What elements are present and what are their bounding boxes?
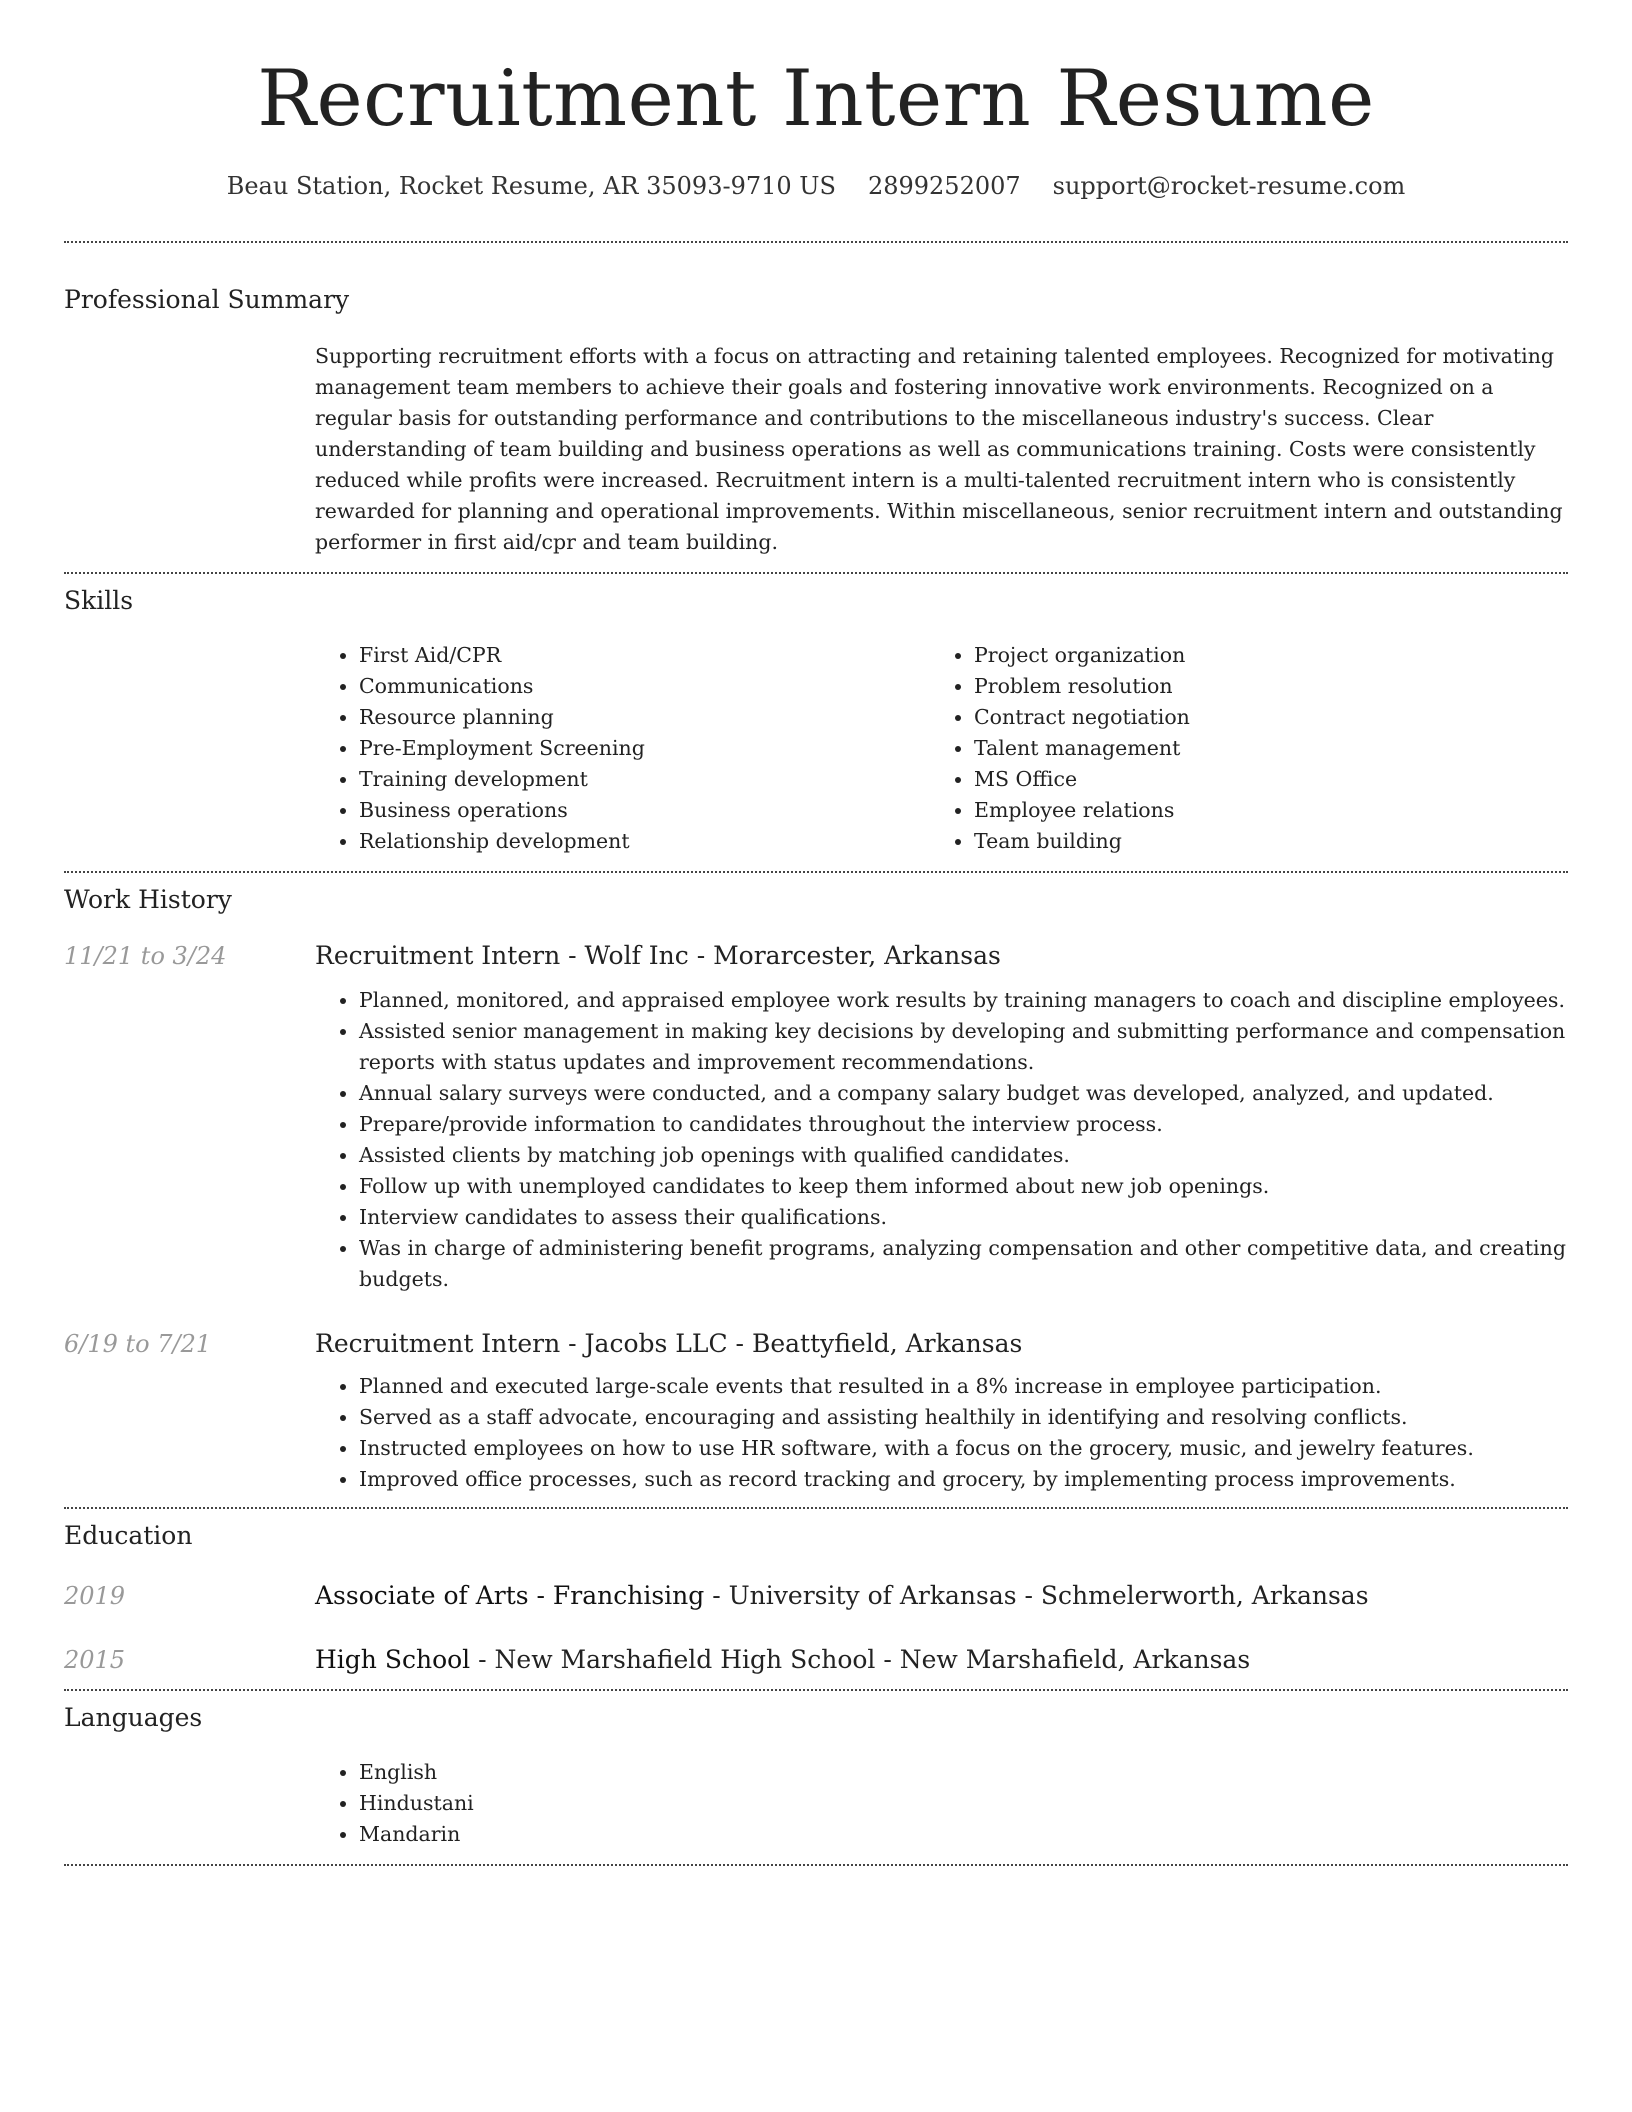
responsibility-item: • Was in charge of administering benefit programs, analyzing compensation and other competitive data, and creating budgets. <box>359 1233 1568 1295</box>
section-professional-summary <box>64 243 1568 572</box>
divider <box>64 1864 1568 1866</box>
resume-title: Recruitment Intern Resume <box>257 54 1375 144</box>
language-item: • English <box>359 1757 1568 1788</box>
section-heading: Professional Summary <box>64 284 350 314</box>
job-title: Recruitment Intern - Wolf Inc - Morarcester, Arkansas <box>315 940 1001 970</box>
education-school: - University of Arkansas - Schmelerworth, Arkansas <box>704 1580 1369 1610</box>
responsibility-item: • Annual salary surveys were conducted, and a company salary budget was developed, analyzed, and updated. <box>359 1078 1568 1109</box>
section-languages <box>64 1691 1568 1864</box>
skill-item: • Contract negotiation <box>974 702 1545 733</box>
education-year: 2015 <box>64 1645 126 1674</box>
job-entry <box>64 941 1568 1295</box>
skills-column-right <box>930 640 1545 857</box>
education-entry <box>64 1645 1568 1689</box>
skill-item: • Talent management <box>974 733 1545 764</box>
languages-content <box>315 1757 1568 1864</box>
skill-item: • MS Office <box>974 764 1545 795</box>
skill-item: • Employee relations <box>974 795 1545 826</box>
skill-item: • Communications <box>359 671 930 702</box>
responsibility-list <box>315 985 1568 1295</box>
responsibility-item: • Planned, monitored, and appraised employee work results by training managers to coach and discipline employees. <box>359 985 1568 1016</box>
job-responsibilities <box>315 1371 1568 1507</box>
section-skills <box>64 574 1568 871</box>
contact-address: Beau Station, Rocket Resume, AR 35093-9710 US <box>226 172 836 200</box>
job-responsibilities <box>315 985 1568 1295</box>
skill-item: • Training development <box>359 764 930 795</box>
summary-content <box>315 341 1568 572</box>
skills-column-left <box>315 640 930 857</box>
job-title: Recruitment Intern - Jacobs LLC - Beattyfield, Arkansas <box>315 1328 1023 1358</box>
languages-list <box>315 1757 1568 1850</box>
section-heading: Education <box>64 1520 193 1550</box>
job-dates: 6/19 to 7/21 <box>64 1329 212 1358</box>
education-degree: High School <box>315 1644 471 1674</box>
skill-item: • Problem resolution <box>974 671 1545 702</box>
language-item: • Mandarin <box>359 1819 1568 1850</box>
section-heading: Languages <box>64 1702 203 1732</box>
responsibility-item: • Assisted clients by matching job openings with qualified candidates. <box>359 1140 1568 1171</box>
education-school: - New Marshafield High School - New Marshafield, Arkansas <box>470 1644 1251 1674</box>
responsibility-item: • Served as a staff advocate, encouraging and assisting healthily in identifying and resolving conflicts. <box>359 1402 1568 1433</box>
skill-item: • Resource planning <box>359 702 930 733</box>
job-header <box>64 1329 1568 1359</box>
skill-item: • First Aid/CPR <box>359 640 930 671</box>
responsibility-item: • Planned and executed large-scale events that resulted in a 8% increase in employee participation. <box>359 1371 1568 1402</box>
education-details <box>315 1645 1250 1675</box>
education-entry <box>64 1581 1568 1611</box>
job-entry <box>64 1329 1568 1507</box>
contact-phone: 2899252007 <box>867 172 1021 200</box>
skills-grid <box>315 640 1568 871</box>
contact-line <box>64 172 1568 201</box>
education-degree: Associate of Arts - Franchising <box>315 1580 705 1610</box>
responsibility-item: • Improved office processes, such as record tracking and grocery, by implementing process improvements. <box>359 1464 1568 1495</box>
section-heading: Work History <box>64 884 232 914</box>
responsibility-item: • Interview candidates to assess their qualifications. <box>359 1202 1568 1233</box>
section-heading: Skills <box>64 585 134 615</box>
section-education <box>64 1509 1568 1689</box>
education-year: 2019 <box>64 1581 126 1610</box>
skills-list-left <box>315 640 930 857</box>
responsibility-item: • Prepare/provide information to candidates throughout the interview process. <box>359 1109 1568 1140</box>
responsibility-item: • Assisted senior management in making key decisions by developing and submitting performance and compensation reports with status updates and improvement recommendations. <box>359 1016 1568 1078</box>
responsibility-item: • Follow up with unemployed candidates to keep them informed about new job openings. <box>359 1171 1568 1202</box>
responsibility-list <box>315 1371 1568 1495</box>
job-header <box>64 941 1568 971</box>
summary-text: Supporting recruitment efforts with a focus on attracting and retaining talented employees. Recognized for motivating management team members to achieve their goals and fostering innovative work environments. Recognized on a regular basis for outstanding performance and contributions to the miscellaneous industry's success. Clear understanding of team building and business operations as well as communications training. Costs were consistently reduced while profits were increased. Recruitment intern is a multi-talented recruitment intern who is consistently rewarded for planning and operational improvements. Within miscellaneous, senior recruitment intern and outstanding performer in first aid/cpr and team building. <box>315 343 1563 554</box>
language-item: • Hindustani <box>359 1788 1568 1819</box>
skill-item: • Pre-Employment Screening <box>359 733 930 764</box>
contact-email: support@rocket-resume.com <box>1052 172 1406 200</box>
responsibility-item: • Instructed employees on how to use HR software, with a focus on the grocery, music, and jewelry features. <box>359 1433 1568 1464</box>
skills-list-right <box>930 640 1545 857</box>
education-details <box>315 1581 1369 1611</box>
job-dates: 11/21 to 3/24 <box>64 941 227 970</box>
section-work-history <box>64 873 1568 1507</box>
skill-item: • Relationship development <box>359 826 930 857</box>
skill-item: • Team building <box>974 826 1545 857</box>
skill-item: • Project organization <box>974 640 1545 671</box>
skill-item: • Business operations <box>359 795 930 826</box>
